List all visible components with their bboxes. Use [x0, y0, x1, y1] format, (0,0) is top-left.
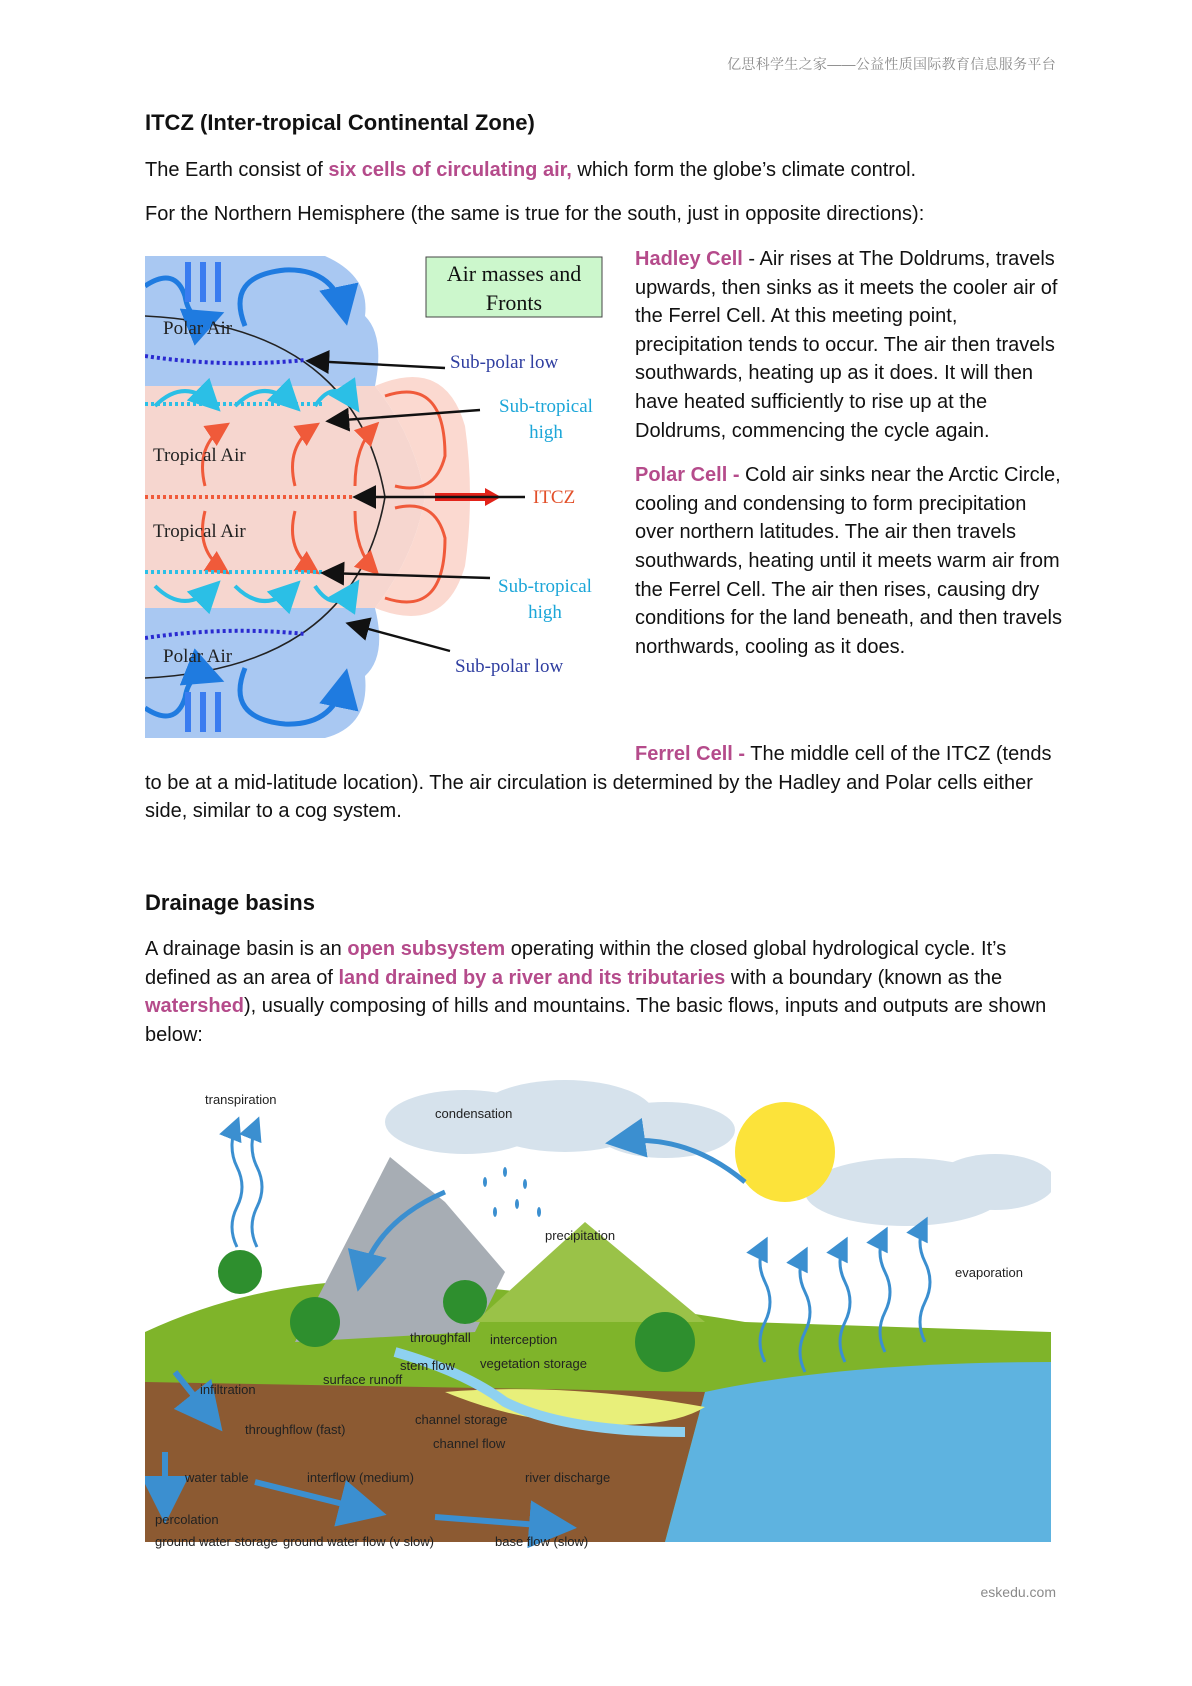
- label-condensation: condensation: [435, 1106, 513, 1121]
- label-interception: interception: [490, 1332, 558, 1347]
- label-stem-flow: stem flow: [400, 1358, 455, 1373]
- label-base-flow: base flow (slow): [495, 1534, 589, 1549]
- label-precipitation: precipitation: [545, 1228, 616, 1243]
- sea: [665, 1362, 1051, 1542]
- polar-cell-name: Polar Cell -: [635, 464, 740, 487]
- header-site-title: 亿思科学生之家——公益性质国际教育信息服务平台: [727, 56, 1056, 72]
- hadley-cell-text: - Air rises at The Doldrums, travels upwards, then sinks as it meets the cooler air of the Ferrel Cell. At this meeting point, precipitation tends to occur. The air then travels southwards, heating up as it does. It will then have heated sufficiently to rise up at the Doldrums, commencing the cycle again.: [635, 248, 1058, 442]
- cell-descriptions: [635, 245, 1063, 677]
- polar-air-label-bottom: Polar Air: [163, 646, 233, 667]
- label-channel-flow: channel flow: [433, 1436, 506, 1451]
- highlight-six-cells: six cells of circulating air,: [328, 159, 572, 181]
- label-vegetation-storage: vegetation storage: [480, 1356, 587, 1371]
- footer-site: eskedu.com: [980, 1584, 1056, 1600]
- label-infiltration: infiltration: [200, 1382, 256, 1397]
- highlight-open-subsystem: open subsystem: [347, 938, 506, 960]
- clouds: [385, 1080, 1051, 1226]
- tropical-air-label-bottom: Tropical Air: [153, 521, 246, 542]
- air-masses-figure: [145, 256, 613, 738]
- itcz-hemisphere-paragraph: For the Northern Hemisphere (the same is true for the south, just in opposite directions):: [145, 203, 925, 225]
- label-transpiration: transpiration: [205, 1092, 277, 1107]
- sub-polar-low-label-bottom: Sub-polar low: [455, 656, 564, 677]
- highlight-watershed: watershed: [145, 995, 244, 1018]
- polar-cell-paragraph: [635, 461, 1063, 661]
- text: which form the globe’s climate control.: [571, 159, 917, 181]
- itcz-intro-paragraph: [145, 156, 1057, 185]
- text: A drainage basin is an: [145, 938, 348, 960]
- label-ground-water-storage: ground water storage: [155, 1534, 278, 1549]
- itcz-heading: ITCZ (Inter-tropical Continental Zone): [145, 110, 535, 135]
- legend-line-2: Fronts: [485, 290, 543, 315]
- label-water-table: water table: [185, 1470, 249, 1485]
- label-ground-water-flow: ground water flow (v slow): [283, 1534, 434, 1549]
- polar-air-label-top: Polar Air: [163, 318, 233, 339]
- legend-line-1: Air masses and: [446, 261, 582, 286]
- drainage-heading: Drainage basins: [145, 890, 315, 915]
- itcz-label: ITCZ: [533, 487, 576, 508]
- drainage-basin-figure: [145, 1072, 1051, 1572]
- sub-polar-low-label-top: Sub-polar low: [450, 352, 559, 373]
- label-interflow: interflow (medium): [307, 1470, 414, 1485]
- label-percolation: percolation: [155, 1512, 219, 1527]
- drainage-paragraph: [145, 935, 1057, 1049]
- precipitation-drops: [483, 1167, 541, 1217]
- tropical-air-label-top: Tropical Air: [153, 445, 246, 466]
- sub-tropical-high-label-top-1: Sub-tropical: [499, 396, 593, 417]
- sub-tropical-high-label-top-2: high: [529, 422, 563, 443]
- text: ), usually composing of hills and mountains. The basic flows, inputs and outputs are shown below:: [145, 995, 1047, 1046]
- ferrel-cell-paragraph: [145, 740, 1063, 826]
- label-channel-storage: channel storage: [415, 1412, 508, 1427]
- label-throughfall: throughfall: [410, 1330, 471, 1345]
- text: operating within the closed global hydrological cycle. It’s defined as an area of: [145, 938, 1007, 989]
- text: The Earth consist of: [145, 159, 329, 181]
- highlight-land-drained: land drained by a river and its tributaries: [338, 966, 726, 989]
- label-river-discharge: river discharge: [525, 1470, 611, 1485]
- label-surface-runoff: surface runoff: [323, 1372, 403, 1387]
- sub-tropical-high-label-bottom-2: high: [528, 602, 562, 623]
- label-throughflow: throughflow (fast): [245, 1422, 346, 1437]
- sun: [735, 1102, 835, 1202]
- sub-tropical-high-label-bottom-1: Sub-tropical: [498, 576, 592, 597]
- ferrel-cell-name: Ferrel Cell -: [635, 743, 746, 765]
- hadley-cell-paragraph: [635, 245, 1063, 445]
- text: with a boundary (known as the: [725, 966, 1003, 989]
- polar-cell-text: Cold air sinks near the Arctic Circle, cooling and condensing to form precipitation over northern latitudes. The air then travels southwards, heating until it meets warm air from the Ferrel Cell. The air then rises, causing dry conditions for the land beneath, and then travels northwards, cooling as it does.: [635, 464, 1062, 658]
- label-evaporation: evaporation: [955, 1265, 1023, 1280]
- transpiration-waves: [232, 1122, 262, 1247]
- hadley-cell-name: Hadley Cell: [635, 248, 743, 270]
- ferrel-cell-text: The middle cell of the ITCZ (tends to be at a mid-latitude location). The air circulation is determined by the Hadley and Polar cells either side, similar to a cog system.: [145, 743, 1052, 823]
